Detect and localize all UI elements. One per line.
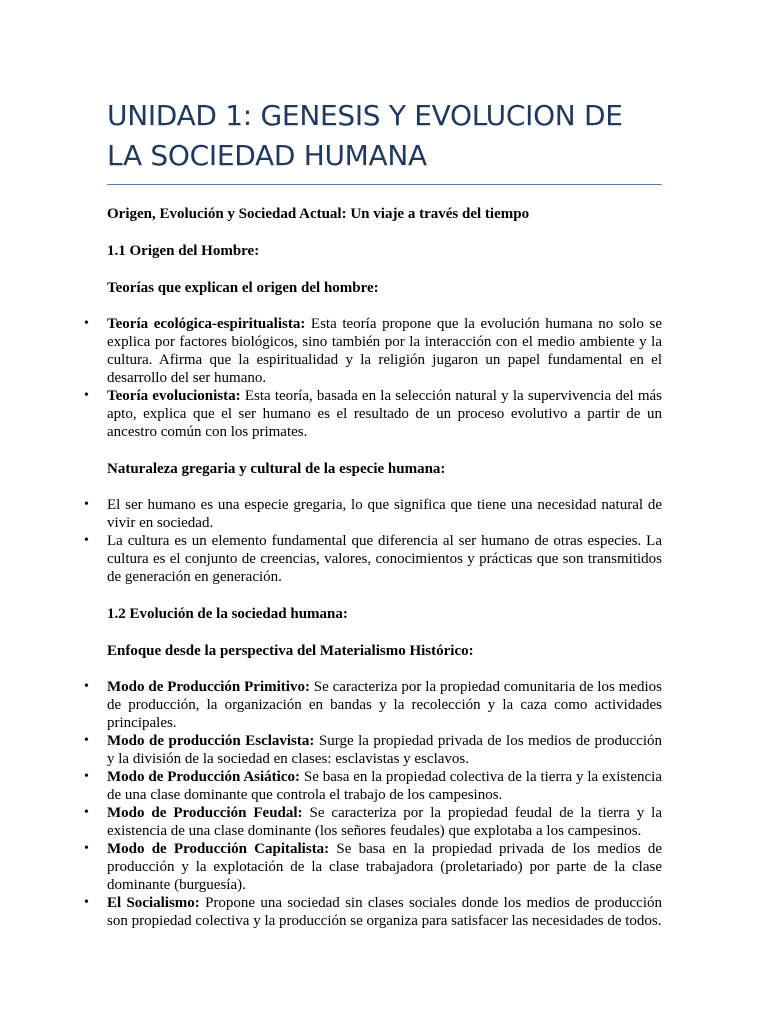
page-title: UNIDAD 1: GENESIS Y EVOLUCION DE LA SOCIEDAD HUMANA <box>107 96 662 185</box>
document-body <box>84 205 663 930</box>
list-item-term: Teoría ecológica-espiritualista: <box>107 316 306 332</box>
list-item-text: Se caracteriza por la propiedad feudal de la tierra y la existencia de una clase dominante (los señores feudales) que explotaba a los campesinos. <box>107 805 663 839</box>
list-item-term: Modo de Producción Primitivo: <box>107 679 310 695</box>
list-item-text: Esta teoría, basada en la selección natural y la supervivencia del más apto, explica que el ser humano es el resultado de un proceso evolutivo a partir de un ancestro común con los primates. <box>107 388 662 440</box>
list-item-text: Se basa en la propiedad privada de los medios de producción y la explotación de la clase trabajadora (proletariado) por parte de la clase dominante (burguesía). <box>107 841 662 893</box>
list-item <box>84 732 662 768</box>
list-item <box>84 387 662 441</box>
bullet-icon: • <box>84 316 89 331</box>
section-heading-1-2: 1.2 Evolución de la sociedad humana: <box>107 606 348 622</box>
list-item-text: Esta teoría propone que la evolución humana no solo se explica por factores biológicos, sino también por la interacción con el medio ambiente y la cultura. Afirma que la espiritualidad y la religión jugaron un papel fundamental en el desarrollo del ser humano. <box>107 316 662 386</box>
theories-heading: Teorías que explican el origen del hombre: <box>107 280 379 296</box>
list-item <box>84 804 663 840</box>
modes-list <box>84 678 663 930</box>
list-item-term: El Socialismo: <box>107 895 200 911</box>
nature-heading: Naturaleza gregaria y cultural de la especie humana: <box>107 461 446 477</box>
bullet-icon: • <box>84 388 89 403</box>
list-item-term: Modo de producción Esclavista: <box>107 733 315 749</box>
list-item <box>84 496 662 532</box>
list-item-text: Surge la propiedad privada de los medios de producción y la división de la sociedad en clases: esclavistas y esclavos. <box>107 733 662 767</box>
bullet-icon: • <box>84 769 89 784</box>
list-item <box>84 678 662 732</box>
list-item-term: Modo de Producción Asiático: <box>107 769 300 785</box>
bullet-icon: • <box>84 497 89 512</box>
bullet-icon: • <box>84 733 89 748</box>
focus-heading: Enfoque desde la perspectiva del Materialismo Histórico: <box>107 643 474 659</box>
list-item-text: Se basa en la propiedad colectiva de la tierra y la existencia de una clase dominante que controla el trabajo de los campesinos. <box>107 769 663 803</box>
bullet-icon: • <box>84 805 89 820</box>
list-item <box>84 315 662 387</box>
list-item-text: Propone una sociedad sin clases sociales donde los medios de producción son propiedad colectiva y la producción se organiza para satisfacer las necesidades de todos. <box>107 895 662 929</box>
bullet-icon: • <box>84 533 89 548</box>
bullet-icon: • <box>84 841 89 856</box>
list-item-term: Teoría evolucionista: <box>107 388 241 404</box>
list-item-text: El ser humano es una especie gregaria, lo que significa que tiene una necesidad natural de vivir en sociedad. <box>107 497 662 531</box>
list-item <box>84 532 662 586</box>
bullet-icon: • <box>84 679 89 694</box>
list-item <box>84 894 662 930</box>
list-item <box>84 840 662 894</box>
list-item <box>84 768 663 804</box>
list-item-text: Se caracteriza por la propiedad comunitaria de los medios de producción, la organización en bandas y la recolección y la caza como actividades principales. <box>107 679 662 731</box>
bullet-icon: • <box>84 895 89 910</box>
list-item-term: Modo de Producción Feudal: <box>107 805 303 821</box>
document-subtitle: Origen, Evolución y Sociedad Actual: Un viaje a través del tiempo <box>107 206 530 222</box>
list-item-text: La cultura es un elemento fundamental que diferencia al ser humano de otras especies. La cultura es el conjunto de creencias, valores, conocimientos y prácticas que son transmitidos de generación en generación. <box>107 533 662 585</box>
section-heading-1-1: 1.1 Origen del Hombre: <box>107 243 260 259</box>
document-page <box>84 0 663 930</box>
theories-list <box>84 315 662 441</box>
nature-list <box>84 496 662 586</box>
list-item-term: Modo de Producción Capitalista: <box>107 841 330 857</box>
